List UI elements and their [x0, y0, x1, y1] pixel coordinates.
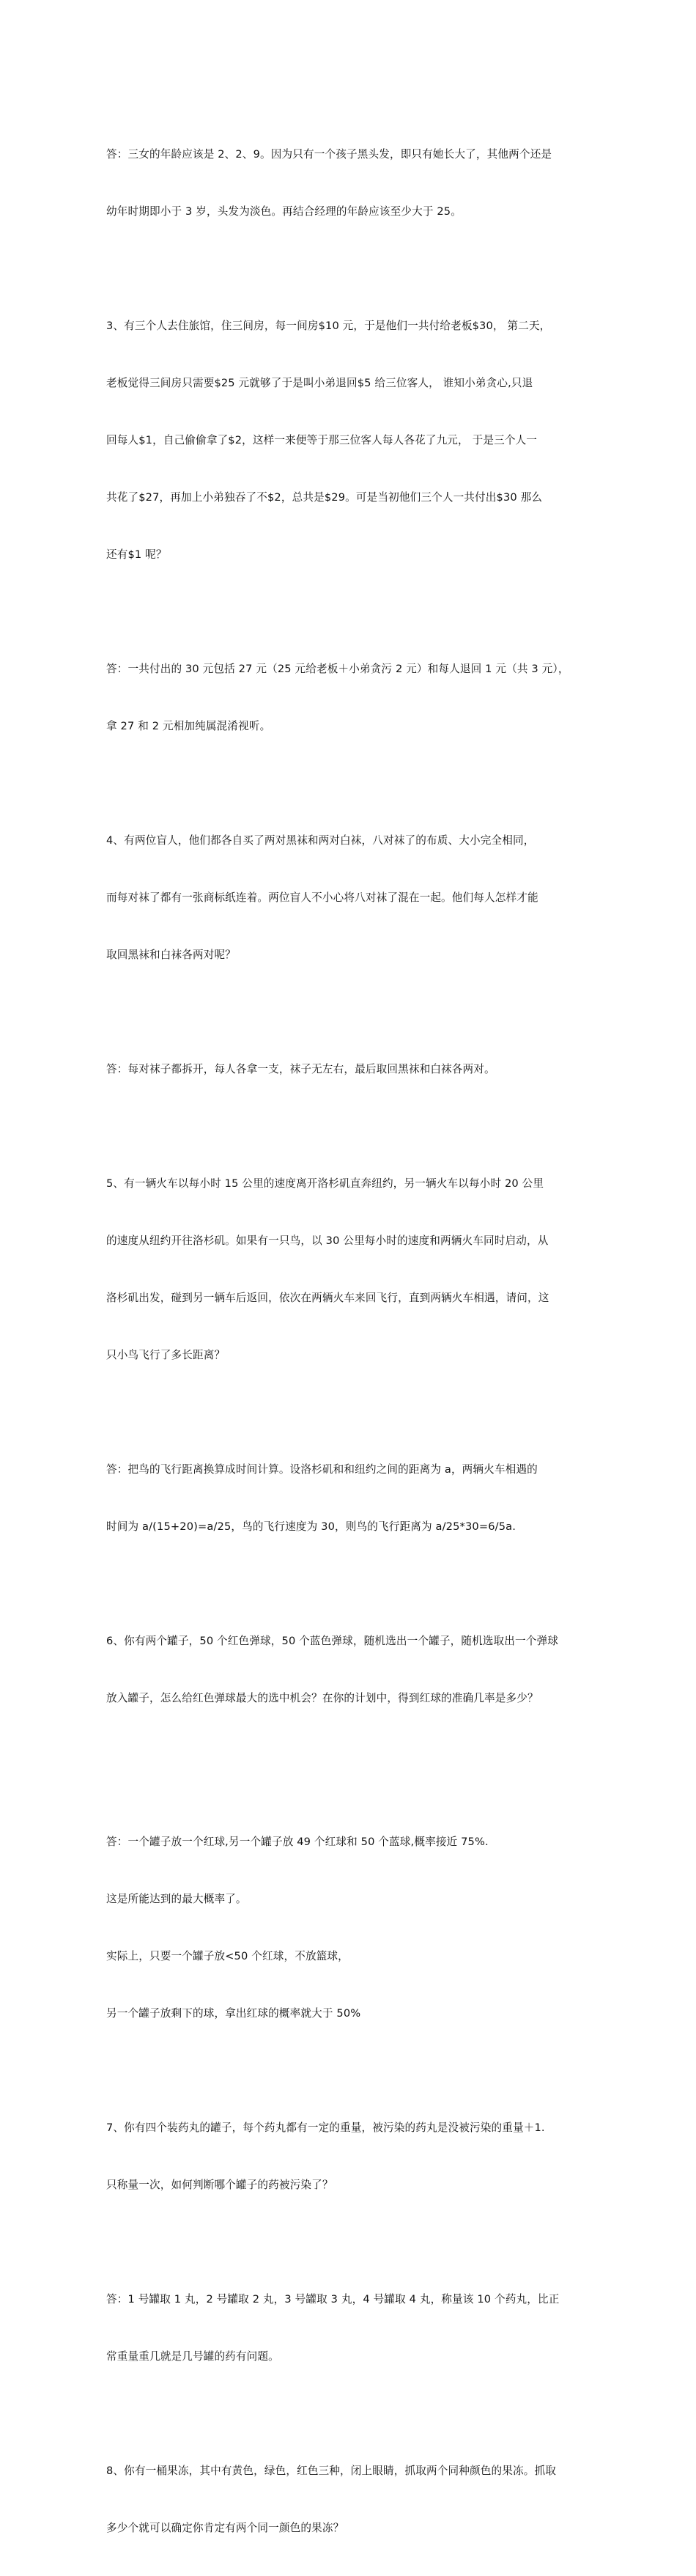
text-line: 洛杉矶出发，碰到另一辆车后返回，依次在两辆火车来回飞行，直到两辆火车相遇，请问，这 — [106, 1292, 549, 1304]
answer-4-paragraph — [106, 1022, 593, 1117]
question-3-paragraph — [106, 279, 593, 603]
answer-5-paragraph — [106, 1422, 593, 1575]
text-line: 答：1 号罐取 1 丸，2 号罐取 2 丸，3 号罐取 3 丸，4 号罐取 4 丸，称量该 10 个药丸，比正 — [106, 2293, 560, 2305]
text-line: 只小鸟飞行了多长距离？ — [106, 1349, 226, 1361]
text-line: 答：一个罐子放一个红球,另一个罐子放 49 个红球和 50 个蓝球,概率接近 75%. — [106, 1836, 489, 1848]
text-line: 答：一共付出的 30 元包括 27 元（25 元给老板＋小弟贪污 2 元）和每人退回 1 元（共 3 元）， — [106, 663, 569, 675]
text-line: 答：把鸟的飞行距离换算成时间计算。设洛杉矶和和纽约之间的距离为 a，两辆火车相遇的 — [106, 1463, 538, 1476]
text-line: 老板觉得三间房只需要$25 元就够了于是叫小弟退回$5 给三位客人， 谁知小弟贪心,只退 — [106, 377, 533, 389]
text-line: 只称量一次，如何判断哪个罐子的药被污染了？ — [106, 2179, 333, 2191]
text-line: 的速度从纽约开往洛杉矶。如果有一只鸟，以 30 公里每小时的速度和两辆火车同时启动，从 — [106, 1234, 549, 1247]
text-line: 这是所能达到的最大概率了。 — [106, 1893, 247, 1905]
text-line: 答：每对袜子都拆开，每人各拿一支，袜子无左右，最后取回黑袜和白袜各两对。 — [106, 1063, 495, 1075]
text-line: 放入罐子，怎么给红色弹球最大的选中机会？在你的计划中，得到红球的准确几率是多少？ — [106, 1692, 538, 1704]
question-8-paragraph — [106, 2424, 593, 2576]
text-line: 答：三女的年龄应该是 2、2、9。因为只有一个孩子黑头发，即只有她长大了，其他两个还是 — [106, 148, 552, 161]
text-line: 5、有一辆火车以每小时 15 公里的速度离开洛杉矶直奔纽约，另一辆火车以每小时 20 公里 — [106, 1177, 544, 1190]
text-line: 共花了$27，再加上小弟独吞了不$2，总共是$29。可是当初他们三个人一共付出$30 那么 — [106, 491, 543, 504]
text-line: 常重量重几就是几号罐的药有问题。 — [106, 2350, 279, 2363]
text-line: 拿 27 和 2 元相加纯属混淆视听。 — [106, 720, 271, 732]
question-5-paragraph — [106, 1136, 593, 1403]
text-line: 4、有两位盲人，他们都各自买了两对黑袜和两对白袜，八对袜了的布质、大小完全相同， — [106, 834, 535, 847]
text-line: 6、你有两个罐子，50 个红色弹球，50 个蓝色弹球，随机选出一个罐子，随机选取出一个弹球 — [106, 1635, 559, 1647]
text-line: 幼年时期即小于 3 岁，头发为淡色。再结合经理的年龄应该至少大于 25。 — [106, 205, 462, 218]
text-line: 时间为 a/(15+20)=a/25，鸟的飞行速度为 30，则鸟的飞行距离为 a/25*30=6/5a. — [106, 1520, 517, 1533]
text-line: 多少个就可以确定你肯定有两个同一颜色的果冻？ — [106, 2522, 344, 2534]
text-line: 实际上，只要一个罐子放<50 个红球，不放篮球， — [106, 1950, 349, 1962]
document-page — [106, 107, 593, 2576]
text-line: 回每人$1，自己偷偷拿了$2，这样一来便等于那三位客人每人各花了九元， 于是三个人一 — [106, 434, 538, 446]
text-line: 3、有三个人去住旅馆，住三间房，每一间房$10 元，于是他们一共付给老板$30， 第二天， — [106, 320, 551, 332]
question-7-paragraph — [106, 2080, 593, 2233]
answer-3-paragraph — [106, 622, 593, 774]
question-6-paragraph — [106, 1594, 593, 1746]
text-line: 还有$1 呢？ — [106, 548, 167, 561]
text-line: 7、你有四个装药丸的罐子，每个药丸都有一定的重量，被污染的药丸是没被污染的重量＋1. — [106, 2121, 545, 2134]
question-4-paragraph — [106, 793, 593, 1003]
text-line: 取回黑袜和白袜各两对呢？ — [106, 949, 236, 961]
answer-7-paragraph — [106, 2252, 593, 2404]
text-line: 而每对袜了都有一张商标纸连着。两位盲人不小心将八对袜了混在一起。他们每人怎样才能 — [106, 891, 538, 904]
text-line: 另一个罐子放剩下的球，拿出红球的概率就大于 50% — [106, 2007, 361, 2020]
answer-6-paragraph — [106, 1795, 593, 2061]
answer-2-paragraph — [106, 107, 593, 260]
text-line: 8、你有一桶果冻，其中有黄色，绿色，红色三种，闭上眼睛，抓取两个同种颜色的果冻。抓取 — [106, 2465, 556, 2477]
